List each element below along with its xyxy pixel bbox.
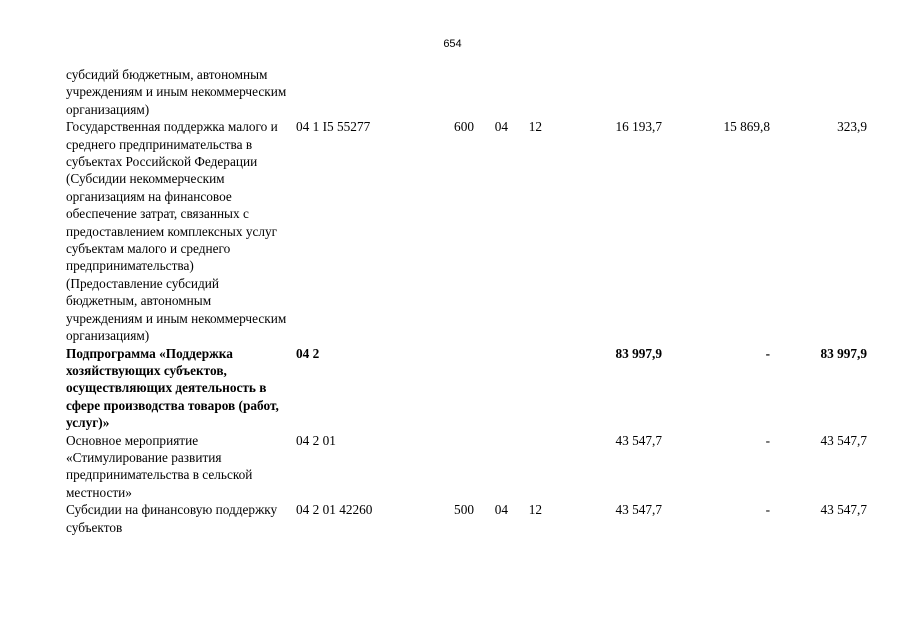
row-name: субсидий бюджетным, автономным учреждениям и иным некоммерческим организациям)	[66, 67, 287, 117]
row-section: 04	[494, 502, 508, 518]
row-code: 04 2	[296, 345, 320, 361]
row-total	[542, 66, 662, 118]
row-subsection	[508, 66, 542, 118]
row-expense-type: 500	[454, 502, 474, 518]
row-expense-type	[422, 345, 474, 432]
row-code: 04 1 I5 55277	[296, 119, 371, 135]
page-number: 654	[443, 38, 462, 50]
row-federal: -	[765, 502, 770, 518]
row-regional: 83 997,9	[820, 345, 867, 361]
row-expense-type	[422, 432, 474, 502]
row-name: Субсидии на финансовую поддержку субъектов	[66, 502, 278, 535]
row-name: Подпрограмма «Поддержка хозяйствующих субъектов, осуществляющих деятельность в сфере производства товаров (работ, услуг)»	[66, 345, 279, 431]
row-federal	[662, 66, 770, 118]
table-row	[66, 118, 867, 344]
row-federal: 15 869,8	[723, 119, 770, 135]
row-code: 04 2 01	[296, 432, 336, 448]
row-subsection	[508, 345, 542, 432]
row-regional: 43 547,7	[820, 502, 867, 518]
row-subsection: 12	[528, 119, 542, 135]
table-row	[66, 66, 867, 118]
row-expense-type	[422, 66, 474, 118]
row-name: Основное мероприятие «Стимулирование развития предпринимательства в сельской местности»	[66, 432, 253, 500]
row-federal: -	[765, 345, 770, 361]
row-section	[474, 345, 508, 432]
table-row	[66, 345, 867, 432]
row-regional: 323,9	[837, 119, 867, 135]
row-total: 83 997,9	[615, 345, 662, 361]
row-total: 43 547,7	[615, 502, 662, 518]
table-row	[66, 501, 867, 536]
row-total: 16 193,7	[615, 119, 662, 135]
row-code	[288, 66, 422, 118]
budget-table	[66, 66, 867, 536]
row-regional	[770, 66, 867, 118]
row-total: 43 547,7	[615, 432, 662, 448]
row-code: 04 2 01 42260	[296, 502, 373, 518]
row-section: 04	[494, 119, 508, 135]
row-expense-type: 600	[454, 119, 474, 135]
row-subsection: 12	[528, 502, 542, 518]
table-row	[66, 432, 867, 502]
row-regional: 43 547,7	[820, 432, 867, 448]
row-section	[474, 432, 508, 502]
row-federal: -	[765, 432, 770, 448]
row-name: Государственная поддержка малого и среднего предпринимательства в субъектах Российской Федерации (Субсидии некоммерческим организациям на финансовое обеспечение затрат, связанных с предоставлением комплексных услуг субъектам малого и среднего предпринимательства) (Предоставление субсидий бюджетным, автономным учреждениям и иным некоммерческим организациям)	[66, 119, 287, 344]
row-section	[474, 66, 508, 118]
row-subsection	[508, 432, 542, 502]
